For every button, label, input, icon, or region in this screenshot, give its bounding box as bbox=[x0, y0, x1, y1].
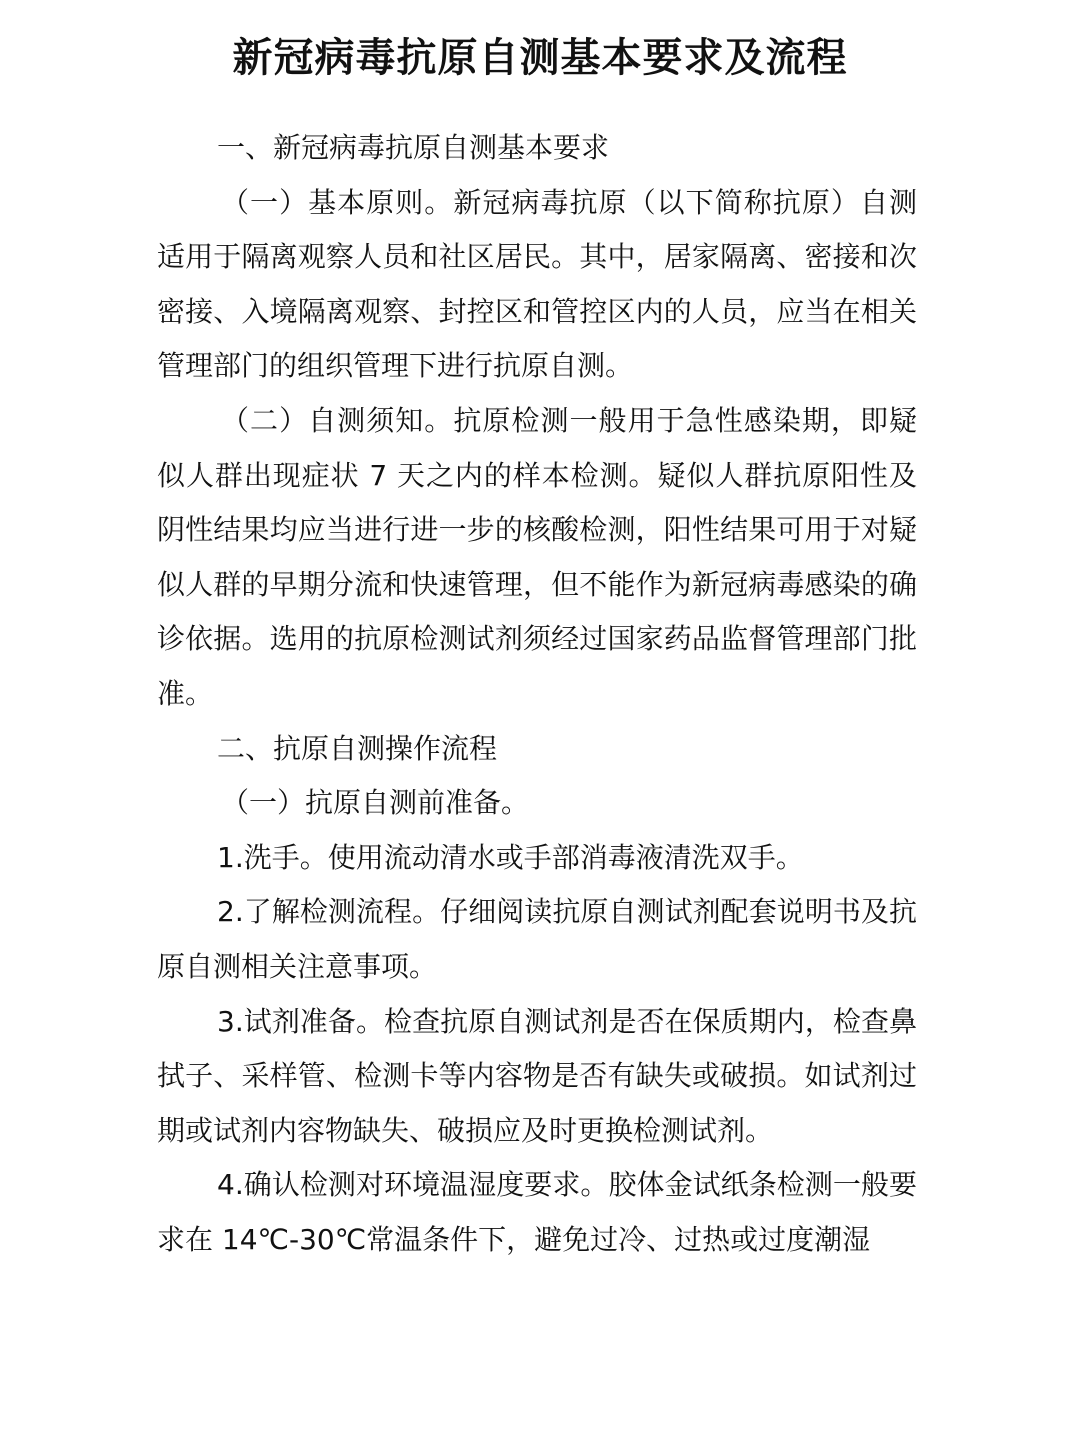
section-heading-requirements: 一、新冠病毒抗原自测基本要求 bbox=[217, 131, 610, 164]
paragraph-basic-principles: （一）基本原则。新冠病毒抗原（以下简称抗原）自测适用于隔离观察人员和社区居民。其中，居家隔离、密接和次密接、入境隔离观察、封控区和管控区内的人员，应当在相关管理部门的组织管理下进行抗原自测。 bbox=[157, 185, 917, 383]
section-heading-procedure: 二、抗原自测操作流程 bbox=[217, 731, 498, 765]
list-item-reagent-preparation: 3.试剂准备。检查抗原自测试剂是否在保质期内，检查鼻拭子、采样管、检测卡等内容物是否有缺失或破损。如试剂过期或试剂内容物缺失、破损应及时更换检测试剂。 bbox=[157, 1004, 917, 1147]
paragraph-self-test-notice: （二）自测须知。抗原检测一般用于急性感染期，即疑似人群出现症状 7 天之内的样本检测。疑似人群抗原阳性及阴性结果均应当进行进一步的核酸检测，阳性结果可用于对疑似人群的早期分流和快速管理，但不能作为新冠病毒感染的确诊依据。选用的抗原检测试剂须经过国家药品监督管理部门批准。 bbox=[157, 403, 917, 710]
list-item-understand-process: 2.了解检测流程。仔细阅读抗原自测试剂配套说明书及抗原自测相关注意事项。 bbox=[157, 895, 917, 983]
list-item-environment-requirements: 4.确认检测对环境温湿度要求。胶体金试纸条检测一般要求在 14℃-30℃常温条件下，避免过冷、过热或过度潮湿 bbox=[157, 1168, 917, 1256]
document-title: 新冠病毒抗原自测基本要求及流程 bbox=[232, 34, 848, 81]
subheading-preparation: （一）抗原自测前准备。 bbox=[221, 786, 530, 820]
document-body bbox=[157, 121, 917, 1267]
list-item-wash-hands: 1.洗手。使用流动清水或手部消毒液清洗双手。 bbox=[217, 840, 804, 874]
